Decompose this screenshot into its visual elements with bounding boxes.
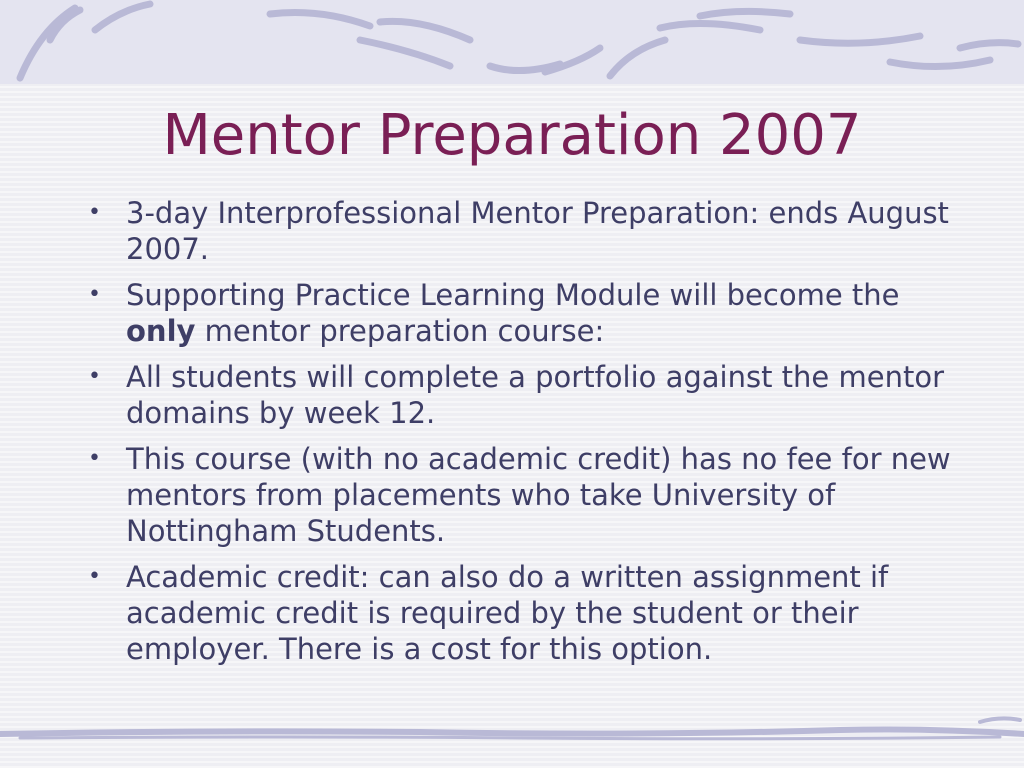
bullet-text: 3-day Interprofessional Mentor Preparation: ends August 2007. [126, 196, 949, 266]
bullet-marker: • [88, 564, 101, 589]
bullet-emphasis: only [126, 314, 196, 348]
bullet-marker: • [88, 364, 101, 389]
bullet-item [88, 359, 958, 431]
bullet-text: All students will complete a portfolio against the mentor domains by week 12. [126, 360, 945, 430]
bullet-text: Supporting Practice Learning Module will become the [126, 278, 900, 312]
bullet-marker: • [88, 200, 101, 225]
bullet-text: This course (with no academic credit) has no fee for new mentors from placements who take University of Nottingham Students. [126, 442, 951, 548]
bullet-item [88, 441, 958, 549]
bullet-marker: • [88, 282, 101, 307]
bullet-list [88, 195, 958, 677]
bullet-marker: • [88, 446, 101, 471]
bullet-item [88, 195, 958, 267]
top-swirl-decoration [0, 0, 1024, 84]
slide-title: Mentor Preparation 2007 [162, 103, 862, 168]
bullet-text: Academic credit: can also do a written assignment if academic credit is required by the student or their employer. There is a cost for this option. [126, 560, 889, 666]
bullet-item [88, 277, 958, 349]
bottom-swirl-decoration [0, 712, 1024, 752]
bullet-item [88, 559, 958, 667]
bullet-text: mentor preparation course: [195, 314, 605, 348]
